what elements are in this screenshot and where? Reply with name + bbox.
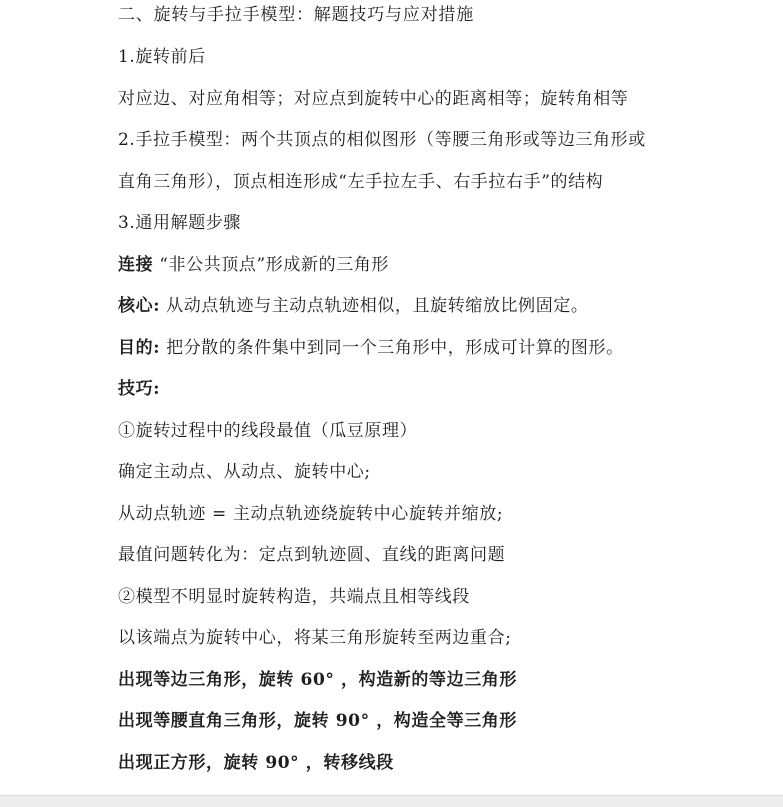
- core-text: 从动点轨迹与主动点轨迹相似，且旋转缩放比例固定。: [166, 296, 589, 316]
- bottom-scroll-area: [0, 795, 783, 807]
- skill2-step1: 以该端点为旋转中心，将某三角形旋转至两边重合;: [118, 628, 512, 648]
- skills-label: 技巧:: [118, 379, 161, 399]
- item2-line2: 直角三角形），顶点相连形成“左手拉左手、右手拉右手”的结构: [118, 172, 604, 192]
- skill2-title: ②模型不明显时旋转构造，共端点且相等线段: [118, 587, 470, 607]
- bold-line-square: 出现正方形，旋转 90° ，转移线段: [118, 753, 394, 773]
- skill1-step3: 最值问题转化为：定点到轨迹圆、直线的距离问题: [118, 545, 506, 565]
- goal-text: 把分散的条件集中到同一个三角形中，形成可计算的图形。: [166, 338, 624, 358]
- item3-title: 3.通用解题步骤: [118, 213, 242, 233]
- item2-line1: 2.手拉手模型：两个共顶点的相似图形（等腰三角形或等边三角形或: [118, 130, 646, 150]
- core-line: [118, 295, 589, 317]
- goal-line: [118, 337, 624, 359]
- bold-line-isosceles-right: 出现等腰直角三角形，旋转 90° ，构造全等三角形: [118, 711, 517, 731]
- connect-text: “非公共顶点”形成新的三角形: [159, 255, 389, 275]
- item1-text: 对应边、对应角相等；对应点到旋转中心的距离相等；旋转角相等: [118, 89, 629, 109]
- skill1-step1: 确定主动点、从动点、旋转中心;: [118, 462, 371, 482]
- goal-label: 目的:: [118, 338, 161, 358]
- skill1-step2: 从动点轨迹 = 主动点轨迹绕旋转中心旋转并缩放;: [118, 504, 504, 524]
- section-heading: 二、旋转与手拉手模型：解题技巧与应对措施: [118, 5, 474, 25]
- connect-label: 连接: [118, 255, 154, 275]
- connect-line: [118, 254, 389, 276]
- bold-line-equilateral: 出现等边三角形，旋转 60° ，构造新的等边三角形: [118, 670, 517, 690]
- item1-title: 1.旋转前后: [118, 47, 206, 67]
- core-label: 核心:: [118, 296, 161, 316]
- skill1-title: ①旋转过程中的线段最值（瓜豆原理）: [118, 421, 418, 441]
